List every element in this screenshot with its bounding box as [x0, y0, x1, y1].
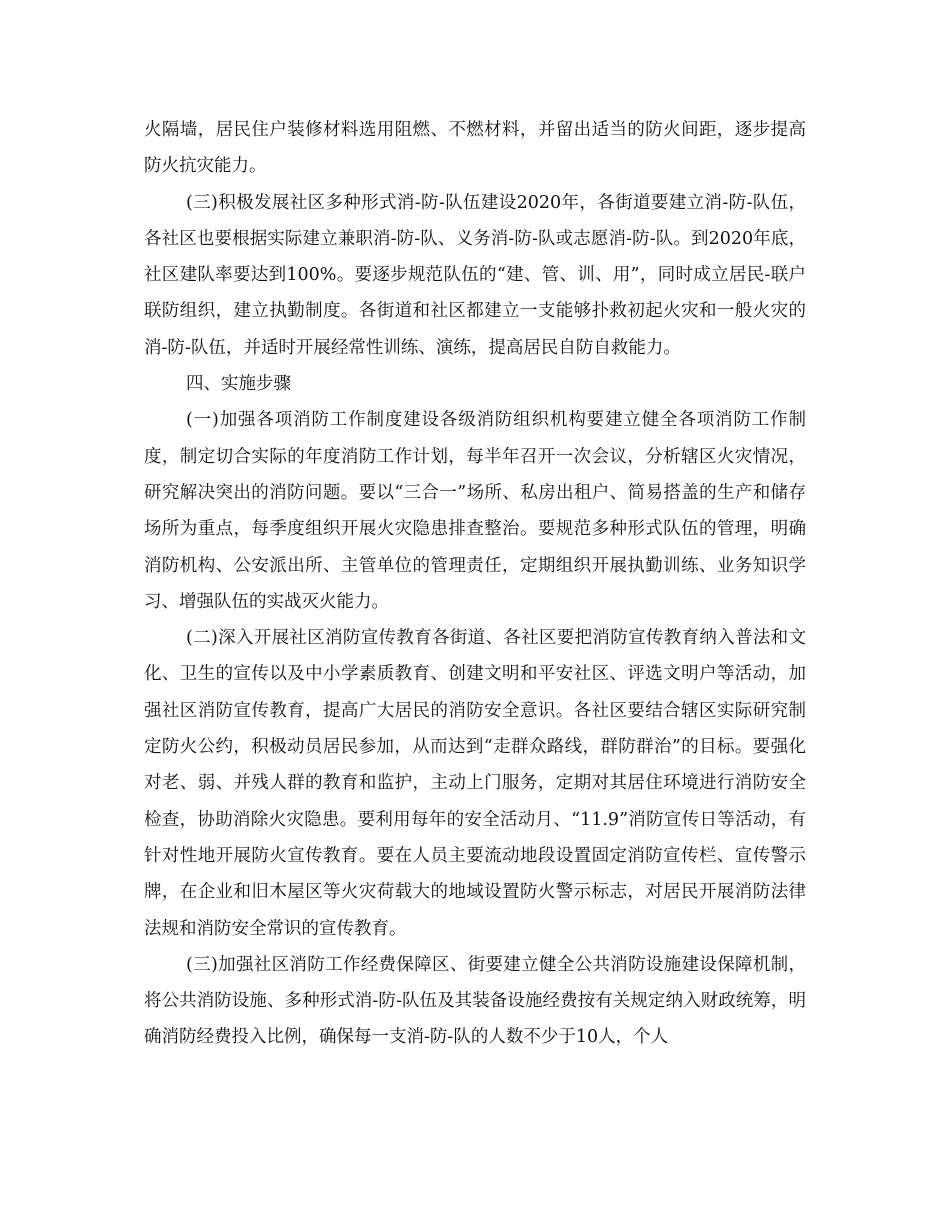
document-page — [144, 112, 806, 1056]
paragraph-2: (三)积极发展社区多种形式消-防-队伍建设2020年，各街道要建立消-防-队伍，各社区也要根据实际建立兼职消-防-队、义务消-防-队或志愿消-防-队。到2020年底，社区建队率要达到100%。要逐步规范队伍的“建、管、训、用”，同时成立居民-联户联防组织，建立执勤制度。各街道和社区都建立一支能够扑救初起火灾和一般火灾的消-防-队伍，并适时开展经常性训练、演练，提高居民自防自救能力。 — [144, 192, 806, 358]
section-heading: 四、实施步骤 — [186, 374, 291, 395]
paragraph-4: (二)深入开展社区消防宣传教育各街道、各社区要把消防宣传教育纳入普法和文化、卫生的宣传以及中小学素质教育、创建文明和平安社区、评选文明户等活动，加强社区消防宣传教育，提高广大居民的消防安全意识。各社区要结合辖区实际研究制定防火公约，积极动员居民参加，从而达到“走群众路线，群防群治”的目标。要强化对老、弱、并残人群的教育和监护，主动上门服务，定期对其居住环境进行消防安全检查，协助消除火灾隐患。要利用每年的安全活动月、“11.9”消防宣传日等活动，有针对性地开展防火宣传教育。要在人员主要流动地段设置固定消防宣传栏、宣传警示牌，在企业和旧木屋区等火灾荷载大的地域设置防火警示标志，对居民开展消防法律法规和消防安全常识的宣传教育。 — [144, 628, 806, 939]
paragraph-3: (一)加强各项消防工作制度建设各级消防组织机构要建立健全各项消防工作制度，制定切合实际的年度消防工作计划，每半年召开一次会议，分析辖区火灾情况，研究解决突出的消防问题。要以“三合一”场所、私房出租户、简易搭盖的生产和储存场所为重点，每季度组织开展火灾隐患排查整治。要规范多种形式队伍的管理，明确消防机构、公安派出所、主管单位的管理责任，定期组织开展执勤训练、业务知识学习、增强队伍的实战灭火能力。 — [144, 410, 806, 612]
paragraph-5: (三)加强社区消防工作经费保障区、街要建立健全公共消防设施建设保障机制，将公共消防设施、多种形式消-防-队伍及其装备设施经费按有关规定纳入财政统筹，明确消防经费投入比例，确保每一支消-防-队的人数不少于10人，个人 — [144, 954, 806, 1048]
paragraph-1: 火隔墙，居民住户装修材料选用阻燃、不燃材料，并留出适当的防火间距，逐步提高防火抗灾能力。 — [144, 120, 806, 177]
